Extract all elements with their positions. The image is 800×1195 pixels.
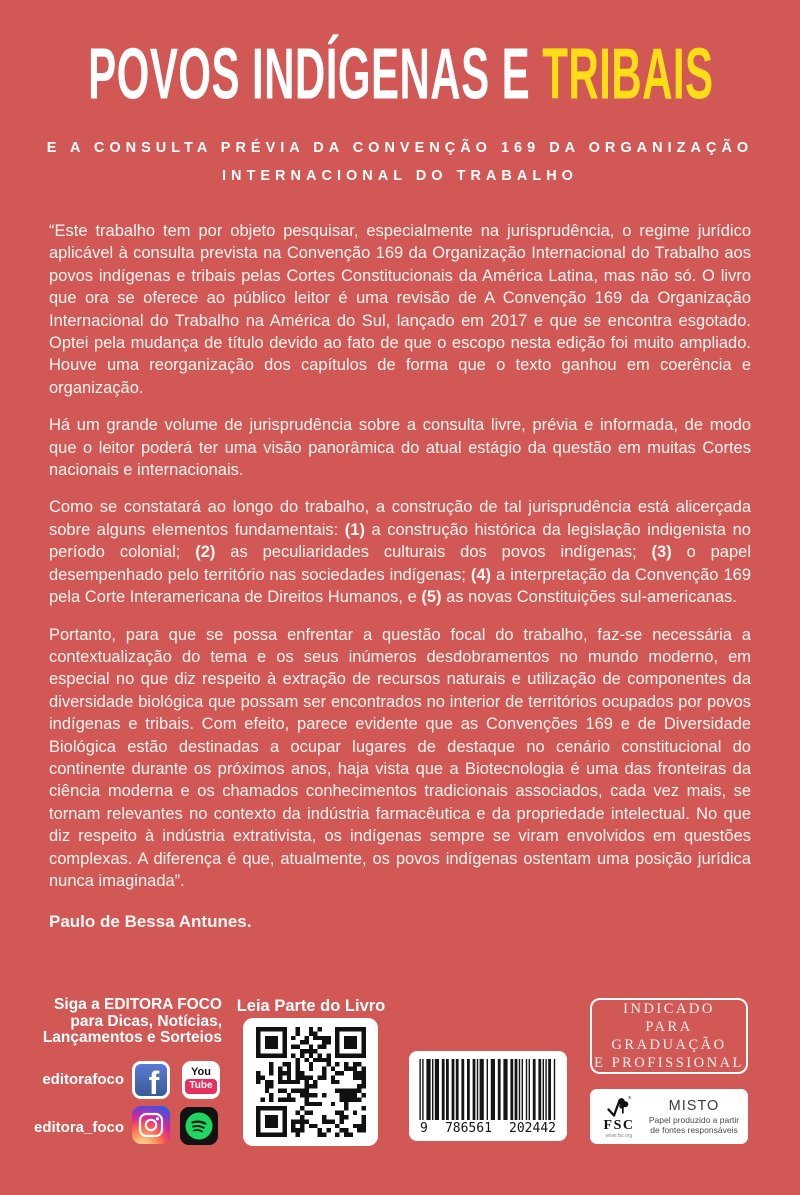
instagram-camera-glyph [138,1112,164,1138]
synopsis-paragraph-4: Portanto, para que se possa enfrentar a questão focal do trabalho, faz-se necessária a contextualização do tema e os seus inúmeros desdobramentos no mundo moderno, em especial no que diz respeito à extração de recursos naturais e utilização de componentes da diversidade biológica que possam ser encontrados no interior de territórios ocupados por povos indígenas e tribais. Com efeito, parece evidente que as Convenções 169 e de Diversidade Biológica estão destinadas a ocupar lugares de destaque no cenário constitucional do continente durante os próximos anos, haja vista que a Biotecnologia é uma das fronteiras da ciência moderna e os chamados conhecimentos tradicionais associados, cada vez mais, se tornam relevantes no contexto da indústria farmacêutica e da propriedade intelectual. No que diz respeito à indústria extrativista, os indígenas sempre se viram envolvidos em questões complexas. A diferença é que, atualmente, os povos indígenas ostentam uma posição jurídica nunca imaginada”. [49,625,751,890]
spotify-glyph [182,1109,216,1143]
social-heading [40,997,222,1047]
fsc-text [646,1098,742,1135]
qr-heading: Leia Parte do Livro [236,997,386,1015]
book-title-highlight: TRIBAIS [542,34,714,115]
synopsis-paragraph-1: “Este trabalho tem por objeto pesquisar, especialmente na jurisprudência, o regime jurídico aplicável à consulta prevista na Convenção 169 da Organização Internacional do Trabalho aos povos indígenas e tribais pelas Cortes Constitucionais da América Latina, mas não só. O livro que ora se oferece ao público leitor é uma revisão de A Convenção 169 da Organização Internacional do Trabalho na América do Sul, lançado em 2017 e que se encontra esgotado. Optei pela mudança de título devido ao fato de que o escopo nesta edição foi muito ampliado. Houve uma reorganização dos capítulos de forma que o texto ganhou em coerência e organização. [49,222,751,397]
fsc-tree-check-icon [606,1095,632,1119]
synopsis-paragraph-2: Há um grande volume de jurisprudência sobre a consulta livre, prévia e informada, de modo que o leitor poderá ter uma visão panorâmica do atual estágio da questão em muitas Cortes nacionais e internacionais. [49,416,751,480]
subtitle-line-2: INTERNACIONAL DO TRABALHO [222,168,578,184]
youtube-wordmark-bottom: Tube [185,1079,216,1094]
book-back-cover [0,34,800,1195]
footer [0,966,800,1195]
book-title [88,34,714,115]
badge-line-2: PARA GRADUAÇÃO [611,1019,727,1053]
qr-code [243,1018,378,1146]
page [0,34,800,1139]
fsc-logo [596,1095,642,1139]
book-subtitle [0,134,800,190]
recommendation-badge [590,998,748,1074]
fsc-description: Papel produzido a partir de fontes responsáveis [648,1115,740,1135]
badge-line-3: E PROFISSIONAL [594,1055,744,1071]
fsc-label: MISTO [668,1098,720,1114]
title-row [0,34,800,115]
fsc-acronym: FSC [603,1117,635,1133]
spotify-icon [180,1107,218,1145]
author-name: Paulo de Bessa Antunes. [49,912,252,932]
synopsis [49,220,751,934]
barcode-digits [418,1121,558,1136]
social-handle-instagram-spotify: editora_foco [33,1119,124,1136]
fsc-certification [590,1089,748,1144]
social-handle-facebook-youtube: editorafoco [42,1071,124,1088]
qr-code-pattern [256,1027,366,1137]
synopsis-paragraph-3: Como se constatará ao longo do trabalho, a construção de tal jurisprudência está alicerçada sobre alguns elementos fundamentais: (1) a construção histórica da legislação indigenista no período colonial; (2) as peculiaridades culturais dos povos indígenas; (3) o papel desempenhado pelo território nas sociedades indígenas; (4) a interpretação da Convenção 169 pela Corte Interamericana de Direitos Humanos, e (5) as novas Constituições sul-americanas. [49,498,752,607]
instagram-icon [132,1106,170,1144]
barcode-digit-group-1: 9 [420,1121,428,1136]
badge-line-1: INDICADO [623,1001,715,1017]
social-heading-line-3: Lançamentos e Sorteios [42,1029,222,1046]
barcode-digit-group-3: 202442 [509,1121,556,1136]
barcode [409,1051,567,1141]
barcode-digit-group-2: 786561 [444,1121,492,1136]
facebook-icon [132,1061,170,1099]
subtitle-line-1: E A CONSULTA PRÉVIA DA CONVENÇÃO 169 DA ORGANIZAÇÃO [46,140,754,156]
barcode-bars [418,1059,558,1120]
fsc-url: www.fsc.org [605,1132,633,1139]
social-heading-line-1: Siga a EDITORA FOCO [54,996,222,1013]
facebook-letter: f [148,1065,160,1099]
youtube-icon [182,1061,220,1099]
youtube-wordmark-top: You [191,1065,211,1078]
book-title-main: POVOS INDÍGENAS E [88,34,531,115]
fsc-registered-mark: ® [628,1094,632,1100]
social-heading-line-2: para Dicas, Notícias, [70,1012,222,1030]
